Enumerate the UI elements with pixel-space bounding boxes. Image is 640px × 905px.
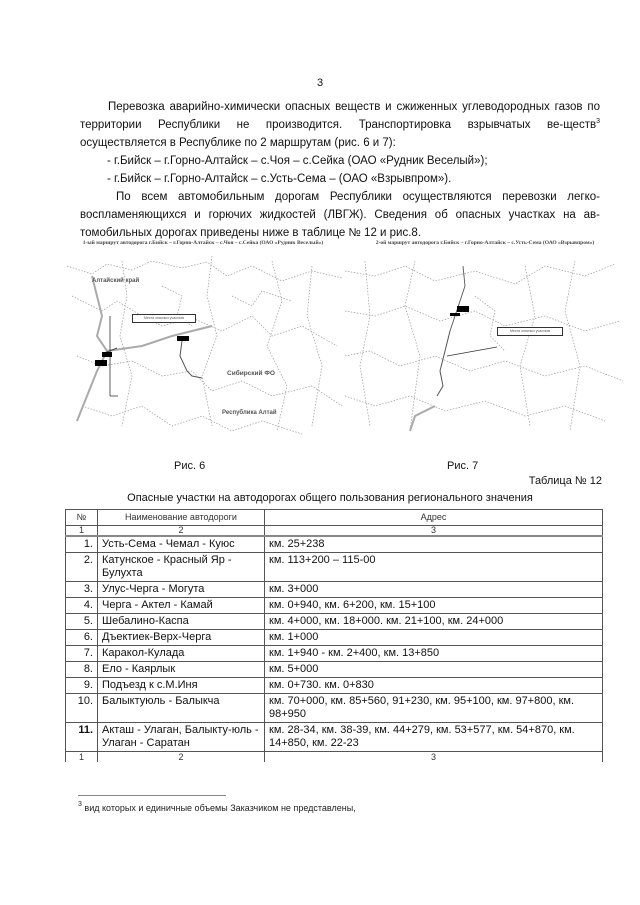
table-row (66, 582, 603, 598)
callout-dangerous-sections: Места опасных участков (132, 314, 196, 323)
table-row (66, 630, 603, 646)
road-address: км. 70+000, км. 85+560, 91+230, км. 95+100, км. 97+800, км. 98+950 (265, 694, 603, 723)
callout-dangerous-sections: Места опасных участков (497, 327, 563, 336)
column-index-row (66, 526, 603, 537)
row-number: 4. (66, 598, 98, 614)
figure-caption-7: Рис. 7 (447, 460, 479, 472)
table-header-row (66, 510, 603, 526)
map-marker (457, 306, 469, 312)
footnote-text: вид которых и единичные объемы Заказчиком не представлены, (81, 803, 356, 813)
road-address: км. 3+000 (265, 582, 603, 598)
road-name: Подъезд к с.М.Иня (98, 678, 265, 694)
road-name: Улус-Черга - Могута (98, 582, 265, 598)
route-item-1: - г.Бийск – г.Горно-Алтайск – с.Чоя – с.Сейка (ОАО «Рудник Веселый»); (107, 155, 488, 167)
row-number: 5. (66, 614, 98, 630)
index-cell: 1 (66, 752, 98, 763)
map-drawing (345, 256, 625, 436)
index-cell: 3 (265, 526, 603, 537)
index-cell: 2 (98, 752, 265, 763)
map-title: 2-ой маршрут автодорога г.Бийск – г.Горно-Алтайск – с.Усть-Сема (ОАО «Взрывпром») (375, 240, 595, 246)
map-title: 1-ый маршрут автодорога г.Бийск – г.Горно-Алтайск – с.Чоя – с.Сейка (ОАО «Рудник Веселый») (82, 240, 324, 246)
road-address: км. 0+730. км. 0+830 (265, 678, 603, 694)
road-name: Усть-Сема - Чемал - Куюс (98, 536, 265, 553)
footnote-ref: 3 (596, 118, 600, 125)
row-number: 6. (66, 630, 98, 646)
table-row (66, 723, 603, 752)
map-figure-7 (345, 238, 625, 436)
paragraph-text: осуществляется в Республике по 2 маршрутам (рис. 6 и 7): (80, 137, 396, 149)
row-number: 3. (66, 582, 98, 598)
map-label: Республика Алтай (222, 410, 277, 416)
dangerous-sections-table (65, 509, 603, 762)
table-label: Таблица № 12 (528, 475, 602, 487)
map-figure-6 (62, 238, 344, 436)
row-number: 8. (66, 662, 98, 678)
road-address: км. 25+238 (265, 536, 603, 553)
road-name: Каракол-Кулада (98, 646, 265, 662)
index-cell: 3 (265, 752, 603, 763)
table-row (66, 598, 603, 614)
header-cell: № (66, 510, 98, 526)
row-number: 11. (66, 723, 98, 752)
road-address: км. 0+940, км. 6+200, км. 15+100 (265, 598, 603, 614)
row-number: 2. (66, 553, 98, 582)
road-name: Шебалино-Каспа (98, 614, 265, 630)
header-cell: Адрес (265, 510, 603, 526)
road-address: км. 4+000, км. 18+000. км. 21+100, км. 24+000 (265, 614, 603, 630)
road-name: Черга - Актел - Камай (98, 598, 265, 614)
figure-caption-6: Рис. 6 (174, 460, 206, 472)
map-label: Сибирский ФО (227, 370, 275, 377)
footnote (78, 803, 356, 813)
table-title: Опасные участки на автодорогах общего пользования регионального значения (127, 492, 533, 504)
paragraph-text: Перевозка аварийно-химически опасных веществ и сжиженных углеводородных газов по территории Республики не производится. Транспортировка взрывчатых ве-ществ (80, 101, 600, 131)
table-row (66, 662, 603, 678)
map-marker (102, 352, 112, 357)
route-item-2: - г.Бийск – г.Горно-Алтайск – с.Усть-Сема – (ОАО «Взрывпром»). (107, 173, 452, 185)
map-label: Алтайский край (92, 278, 140, 284)
paragraph-lvgzh: По всем автомобильным дорогам Республики осуществляются перевозки легко-воспламеняющихся и горючих жидкостей (ЛВГЖ). Сведения об опасных участках на ав-томобильных дорогах приведены ниже в таблице № 12 и рис.8. (80, 191, 600, 239)
table-row (66, 646, 603, 662)
road-address: км. 5+000 (265, 662, 603, 678)
index-cell: 2 (98, 526, 265, 537)
road-name: Акташ - Улаган, Балыкту-юль - Улаган - Саратан (98, 723, 265, 752)
road-name: Катунское - Красный Яр - Булухта (98, 553, 265, 582)
page-number: 3 (316, 77, 324, 89)
footnote-divider (78, 795, 226, 796)
row-number: 10. (66, 694, 98, 723)
table-row (66, 614, 603, 630)
column-index-row-bottom (66, 752, 603, 763)
map-marker (177, 336, 189, 341)
road-address: км. 1+000 (265, 630, 603, 646)
road-address: км. 113+200 – 115-00 (265, 553, 603, 582)
table-row (66, 694, 603, 723)
road-address: км. 28-34, км. 38-39, км. 44+279, км. 53+577, км. 54+870, км. 14+850, км. 22-23 (265, 723, 603, 752)
road-name: Дъектиек-Верх-Черга (98, 630, 265, 646)
table-row (66, 678, 603, 694)
header-cell: Наименование автодороги (98, 510, 265, 526)
table-row (66, 536, 603, 553)
map-marker (450, 313, 460, 316)
table-row (66, 553, 603, 582)
road-name: Балыктуюль - Балыкча (98, 694, 265, 723)
row-number: 7. (66, 646, 98, 662)
footnote-marker: 3 (78, 801, 82, 808)
road-address: км. 1+940 - км. 2+400, км. 13+850 (265, 646, 603, 662)
index-cell: 1 (66, 526, 98, 537)
row-number: 9. (66, 678, 98, 694)
row-number: 1. (66, 536, 98, 553)
road-name: Ело - Каярлык (98, 662, 265, 678)
map-marker (95, 360, 107, 366)
paragraph-transport (80, 98, 600, 152)
